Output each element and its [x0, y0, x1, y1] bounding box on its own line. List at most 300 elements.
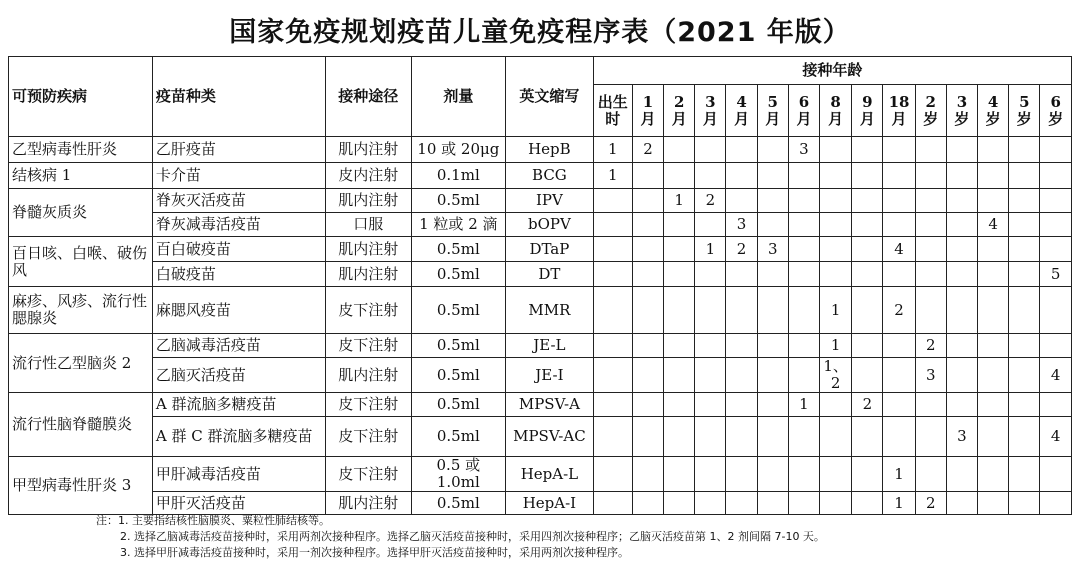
dose-number-cell — [726, 137, 757, 163]
dose-number-cell — [593, 393, 632, 417]
table-row — [9, 393, 1072, 417]
dose-cell: 0.5ml — [411, 492, 506, 515]
route-cell: 皮下注射 — [326, 457, 412, 492]
dose-number-cell — [788, 457, 819, 492]
abbr-cell: JE-I — [506, 358, 594, 393]
dose-number-cell — [852, 287, 883, 334]
dose-number-cell: 2 — [915, 334, 946, 358]
route-cell: 肌内注射 — [326, 237, 412, 262]
dose-number-cell — [632, 237, 663, 262]
age-header-value: 4 — [736, 92, 747, 111]
dose-number-cell: 4 — [1040, 358, 1072, 393]
abbr-cell: HepB — [506, 137, 594, 163]
dose-number-cell — [664, 457, 695, 492]
dose-number-cell — [820, 492, 852, 515]
dose-number-cell — [632, 163, 663, 189]
age-header-value: 2 — [673, 92, 685, 111]
dose-number-cell — [820, 213, 852, 237]
abbr-cell: DT — [506, 262, 594, 287]
dose-number-cell — [593, 262, 632, 287]
age-header-cell — [883, 85, 915, 137]
dose-number-cell — [852, 492, 883, 515]
dose-number-cell: 3 — [915, 358, 946, 393]
dose-number-cell — [820, 163, 852, 189]
dose-number-cell — [946, 237, 977, 262]
dose-number-cell — [978, 237, 1009, 262]
age-header-value: 6 — [1050, 92, 1061, 111]
immunization-schedule-table — [8, 56, 1072, 515]
dose-number-cell — [852, 262, 883, 287]
dose-number-cell — [1009, 417, 1040, 457]
abbr-cell: MPSV-AC — [506, 417, 594, 457]
header-disease: 可预防疾病 — [9, 57, 153, 137]
dose-number-cell — [664, 492, 695, 515]
dose-number-cell — [664, 358, 695, 393]
age-header-cell — [1009, 85, 1040, 137]
vaccine-cell: 乙肝疫苗 — [152, 137, 325, 163]
dose-number-cell — [883, 393, 915, 417]
dose-number-cell — [978, 393, 1009, 417]
dose-number-cell — [757, 137, 788, 163]
dose-number-cell — [757, 262, 788, 287]
dose-number-cell — [757, 457, 788, 492]
dose-number-cell — [664, 163, 695, 189]
dose-number-cell — [695, 334, 726, 358]
age-header-cell — [946, 85, 977, 137]
age-header-cell — [593, 85, 632, 137]
age-header-unit: 月 — [796, 109, 812, 128]
route-cell: 肌内注射 — [326, 262, 412, 287]
age-header-cell — [820, 85, 852, 137]
dose-number-cell — [852, 237, 883, 262]
dose-number-cell — [1040, 213, 1072, 237]
dose-number-cell — [788, 287, 819, 334]
vaccine-cell: 麻腮风疫苗 — [152, 287, 325, 334]
dose-number-cell: 3 — [946, 417, 977, 457]
age-header-value: 8 — [830, 92, 841, 111]
dose-number-cell — [593, 237, 632, 262]
table-row — [9, 457, 1072, 492]
age-header-cell — [695, 85, 726, 137]
table-row — [9, 163, 1072, 189]
dose-number-cell — [1009, 237, 1040, 262]
dose-number-cell — [1040, 287, 1072, 334]
dose-number-cell — [820, 417, 852, 457]
dose-number-cell — [664, 213, 695, 237]
age-header-value: 3 — [956, 92, 968, 111]
dose-number-cell — [726, 417, 757, 457]
dose-number-cell — [978, 163, 1009, 189]
route-cell: 口服 — [326, 213, 412, 237]
age-header-cell — [978, 85, 1009, 137]
dose-cell: 0.5ml — [411, 189, 506, 213]
dose-number-cell — [788, 358, 819, 393]
dose-cell: 1 粒或 2 滴 — [411, 213, 506, 237]
dose-number-cell — [593, 213, 632, 237]
dose-number-cell: 1 — [883, 457, 915, 492]
dose-number-cell — [593, 492, 632, 515]
dose-number-cell — [593, 417, 632, 457]
dose-number-cell — [695, 137, 726, 163]
dose-number-cell — [757, 163, 788, 189]
dose-number-cell — [757, 492, 788, 515]
age-header-value: 4 — [987, 92, 999, 111]
vaccine-cell: 脊灰灭活疫苗 — [152, 189, 325, 213]
dose-number-cell — [1040, 334, 1072, 358]
age-header-unit: 月 — [828, 109, 844, 128]
dose-number-cell: 1 — [695, 237, 726, 262]
dose-number-cell — [1040, 189, 1072, 213]
dose-number-cell — [695, 457, 726, 492]
dose-number-cell — [1009, 393, 1040, 417]
route-cell: 肌内注射 — [326, 189, 412, 213]
age-header-unit: 月 — [702, 109, 718, 128]
dose-number-cell — [726, 457, 757, 492]
dose-number-cell: 1 — [820, 334, 852, 358]
age-header-value: 6 — [798, 92, 810, 111]
age-header-value: 5 — [1019, 92, 1030, 111]
footnotes — [96, 513, 825, 561]
dose-number-cell — [852, 189, 883, 213]
dose-number-cell — [820, 393, 852, 417]
dose-number-cell: 4 — [1040, 417, 1072, 457]
dose-number-cell — [664, 237, 695, 262]
disease-cell: 结核病 1 — [9, 163, 153, 189]
dose-number-cell — [820, 137, 852, 163]
header-route: 接种途径 — [326, 57, 412, 137]
disease-cell: 脊髓灰质炎 — [9, 189, 153, 237]
age-header-value: 2 — [925, 92, 936, 111]
disease-cell: 流行性脑脊髓膜炎 — [9, 393, 153, 457]
dose-number-cell — [726, 262, 757, 287]
dose-number-cell — [632, 393, 663, 417]
dose-number-cell — [1040, 163, 1072, 189]
abbr-cell: JE-L — [506, 334, 594, 358]
dose-number-cell — [664, 334, 695, 358]
dose-number-cell — [632, 262, 663, 287]
dose-number-cell — [1009, 358, 1040, 393]
dose-number-cell — [632, 492, 663, 515]
dose-number-cell — [664, 393, 695, 417]
age-header-unit: 月 — [734, 109, 750, 128]
table-row — [9, 358, 1072, 393]
dose-number-cell — [1040, 457, 1072, 492]
dose-number-cell — [946, 213, 977, 237]
dose-number-cell — [726, 393, 757, 417]
dose-number-cell — [695, 262, 726, 287]
header-abbr: 英文缩写 — [506, 57, 594, 137]
dose-number-cell — [1009, 492, 1040, 515]
table-row — [9, 287, 1072, 334]
dose-number-cell — [788, 262, 819, 287]
vaccine-cell: 乙脑减毒活疫苗 — [152, 334, 325, 358]
dose-number-cell: 3 — [757, 237, 788, 262]
dose-number-cell: 3 — [788, 137, 819, 163]
dose-number-cell — [915, 213, 946, 237]
abbr-cell: BCG — [506, 163, 594, 189]
dose-number-cell — [852, 137, 883, 163]
dose-number-cell — [883, 358, 915, 393]
dose-number-cell — [695, 287, 726, 334]
dose-cell: 0.5ml — [411, 287, 506, 334]
dose-number-cell — [695, 417, 726, 457]
dose-number-cell — [664, 262, 695, 287]
table-row — [9, 417, 1072, 457]
vaccine-cell: 甲肝减毒活疫苗 — [152, 457, 325, 492]
dose-number-cell — [946, 358, 977, 393]
dose-number-cell: 1 — [664, 189, 695, 213]
dose-number-cell — [757, 334, 788, 358]
age-header-value: 18 — [888, 92, 910, 111]
header-vaccine: 疫苗种类 — [152, 57, 325, 137]
vaccine-cell: 乙脑灭活疫苗 — [152, 358, 325, 393]
dose-cell: 0.5ml — [411, 334, 506, 358]
footnote-3: 3. 选择甲肝减毒活疫苗接种时，采用一剂次接种程序。选择甲肝灭活疫苗接种时，采用两剂次接种程序。 — [120, 546, 629, 559]
dose-number-cell — [978, 492, 1009, 515]
age-header-unit: 月 — [765, 109, 781, 128]
dose-number-cell — [593, 457, 632, 492]
disease-cell: 乙型病毒性肝炎 — [9, 137, 153, 163]
dose-number-cell — [852, 358, 883, 393]
age-header-cell — [726, 85, 757, 137]
dose-number-cell — [820, 457, 852, 492]
dose-cell: 0.5ml — [411, 358, 506, 393]
dose-number-cell — [695, 393, 726, 417]
age-header-cell — [915, 85, 946, 137]
dose-number-cell — [695, 492, 726, 515]
dose-number-cell — [978, 287, 1009, 334]
dose-number-cell — [695, 163, 726, 189]
dose-number-cell — [1009, 457, 1040, 492]
dose-number-cell — [1040, 492, 1072, 515]
dose-number-cell — [978, 137, 1009, 163]
table-row — [9, 213, 1072, 237]
dose-number-cell — [915, 137, 946, 163]
dose-number-cell: 1、2 — [820, 358, 852, 393]
dose-number-cell — [946, 137, 977, 163]
dose-number-cell — [757, 287, 788, 334]
age-header-cell — [852, 85, 883, 137]
dose-number-cell — [883, 189, 915, 213]
age-header-unit: 岁 — [985, 109, 1001, 128]
route-cell: 皮下注射 — [326, 287, 412, 334]
dose-number-cell — [593, 358, 632, 393]
dose-number-cell — [1040, 137, 1072, 163]
abbr-cell: HepA-I — [506, 492, 594, 515]
dose-number-cell — [1009, 262, 1040, 287]
dose-number-cell — [915, 163, 946, 189]
dose-number-cell — [852, 213, 883, 237]
dose-number-cell — [946, 393, 977, 417]
table-row — [9, 137, 1072, 163]
header-dose: 剂量 — [411, 57, 506, 137]
dose-number-cell — [593, 189, 632, 213]
dose-number-cell — [820, 262, 852, 287]
disease-cell: 麻疹、风疹、流行性腮腺炎 — [9, 287, 153, 334]
dose-number-cell — [852, 417, 883, 457]
age-header-value: 3 — [705, 92, 716, 111]
dose-number-cell — [1009, 334, 1040, 358]
dose-number-cell — [726, 163, 757, 189]
dose-number-cell — [946, 492, 977, 515]
age-header-unit: 时 — [605, 109, 621, 128]
age-header-unit: 岁 — [954, 109, 970, 128]
age-header-cell — [757, 85, 788, 137]
dose-number-cell — [726, 358, 757, 393]
dose-number-cell — [978, 417, 1009, 457]
vaccine-cell: A 群流脑多糖疫苗 — [152, 393, 325, 417]
age-header-unit: 月 — [671, 109, 687, 128]
age-header-unit: 岁 — [1016, 109, 1032, 128]
dose-number-cell — [883, 163, 915, 189]
dose-number-cell — [852, 334, 883, 358]
table-row — [9, 237, 1072, 262]
dose-number-cell — [757, 393, 788, 417]
dose-number-cell — [632, 358, 663, 393]
dose-number-cell — [852, 163, 883, 189]
dose-number-cell — [632, 287, 663, 334]
dose-number-cell — [1009, 163, 1040, 189]
dose-number-cell — [978, 334, 1009, 358]
dose-number-cell: 1 — [788, 393, 819, 417]
dose-number-cell — [788, 163, 819, 189]
dose-number-cell: 1 — [820, 287, 852, 334]
disease-cell: 流行性乙型脑炎 2 — [9, 334, 153, 393]
dose-number-cell — [883, 213, 915, 237]
dose-number-cell — [757, 213, 788, 237]
route-cell: 皮下注射 — [326, 393, 412, 417]
dose-number-cell: 1 — [883, 492, 915, 515]
dose-cell: 0.5ml — [411, 393, 506, 417]
dose-number-cell — [978, 358, 1009, 393]
dose-number-cell — [1009, 213, 1040, 237]
dose-number-cell — [820, 237, 852, 262]
dose-number-cell — [915, 287, 946, 334]
dose-number-cell — [632, 457, 663, 492]
dose-cell: 0.5ml — [411, 262, 506, 287]
dose-cell: 0.1ml — [411, 163, 506, 189]
route-cell: 肌内注射 — [326, 492, 412, 515]
route-cell: 皮下注射 — [326, 334, 412, 358]
abbr-cell: MMR — [506, 287, 594, 334]
dose-number-cell — [1009, 189, 1040, 213]
route-cell: 皮内注射 — [326, 163, 412, 189]
dose-number-cell — [1009, 287, 1040, 334]
dose-number-cell: 2 — [726, 237, 757, 262]
vaccine-cell: 白破疫苗 — [152, 262, 325, 287]
dose-number-cell — [788, 492, 819, 515]
dose-number-cell — [946, 262, 977, 287]
vaccine-cell: 脊灰减毒活疫苗 — [152, 213, 325, 237]
dose-number-cell: 5 — [1040, 262, 1072, 287]
dose-number-cell — [788, 334, 819, 358]
age-header-value: 出生 — [597, 92, 628, 111]
age-header-cell — [664, 85, 695, 137]
dose-number-cell — [915, 189, 946, 213]
dose-number-cell — [883, 137, 915, 163]
dose-number-cell — [915, 393, 946, 417]
age-header-value: 5 — [767, 92, 778, 111]
dose-number-cell: 3 — [726, 213, 757, 237]
age-header-value: 9 — [862, 92, 873, 111]
dose-number-cell — [664, 137, 695, 163]
abbr-cell: DTaP — [506, 237, 594, 262]
dose-number-cell: 4 — [978, 213, 1009, 237]
dose-number-cell: 2 — [632, 137, 663, 163]
age-header-unit: 岁 — [923, 109, 939, 128]
dose-number-cell — [883, 417, 915, 457]
dose-number-cell — [978, 189, 1009, 213]
footnote-2: 2. 选择乙脑减毒活疫苗接种时，采用两剂次接种程序。选择乙脑灭活疫苗接种时，采用四剂次接种程序；乙脑灭活疫苗第 1、2 剂间隔 7-10 天。 — [120, 530, 825, 543]
disease-cell: 甲型病毒性肝炎 3 — [9, 457, 153, 515]
dose-number-cell — [695, 358, 726, 393]
table-row — [9, 262, 1072, 287]
age-header-cell — [632, 85, 663, 137]
abbr-cell: IPV — [506, 189, 594, 213]
route-cell: 皮下注射 — [326, 417, 412, 457]
dose-number-cell — [695, 213, 726, 237]
dose-number-cell — [726, 492, 757, 515]
dose-number-cell — [1040, 393, 1072, 417]
header-age-group: 接种年龄 — [593, 57, 1071, 85]
dose-number-cell — [757, 189, 788, 213]
page-title: 国家免疫规划疫苗儿童免疫程序表（2021 年版） — [229, 17, 851, 48]
dose-number-cell — [757, 417, 788, 457]
dose-number-cell: 2 — [695, 189, 726, 213]
dose-number-cell — [788, 237, 819, 262]
dose-number-cell — [632, 417, 663, 457]
dose-number-cell — [852, 457, 883, 492]
dose-number-cell — [593, 334, 632, 358]
dose-number-cell — [788, 189, 819, 213]
dose-cell: 10 或 20μg — [411, 137, 506, 163]
dose-number-cell — [946, 163, 977, 189]
disease-cell: 百日咳、白喉、破伤风 — [9, 237, 153, 287]
dose-number-cell — [726, 287, 757, 334]
dose-number-cell — [946, 189, 977, 213]
dose-number-cell — [883, 334, 915, 358]
dose-number-cell — [883, 262, 915, 287]
abbr-cell: HepA-L — [506, 457, 594, 492]
dose-number-cell: 1 — [593, 163, 632, 189]
table-row — [9, 334, 1072, 358]
dose-number-cell — [632, 189, 663, 213]
dose-number-cell — [726, 189, 757, 213]
dose-number-cell — [978, 262, 1009, 287]
vaccine-cell: 卡介苗 — [152, 163, 325, 189]
age-header-unit: 岁 — [1048, 109, 1064, 128]
age-header-unit: 月 — [859, 109, 875, 128]
dose-number-cell — [915, 237, 946, 262]
footnote-1: 注：1. 主要指结核性脑膜炎、粟粒性肺结核等。 — [96, 514, 330, 527]
dose-number-cell — [664, 417, 695, 457]
route-cell: 肌内注射 — [326, 137, 412, 163]
dose-number-cell — [788, 417, 819, 457]
vaccine-cell: 百白破疫苗 — [152, 237, 325, 262]
dose-number-cell: 2 — [915, 492, 946, 515]
dose-number-cell — [1009, 137, 1040, 163]
dose-number-cell — [726, 334, 757, 358]
dose-number-cell — [915, 457, 946, 492]
table-row — [9, 492, 1072, 515]
dose-cell: 0.5 或 1.0ml — [411, 457, 506, 492]
dose-number-cell: 2 — [852, 393, 883, 417]
dose-number-cell — [915, 417, 946, 457]
dose-number-cell — [946, 457, 977, 492]
age-header-cell — [788, 85, 819, 137]
table-row — [9, 189, 1072, 213]
dose-cell: 0.5ml — [411, 417, 506, 457]
